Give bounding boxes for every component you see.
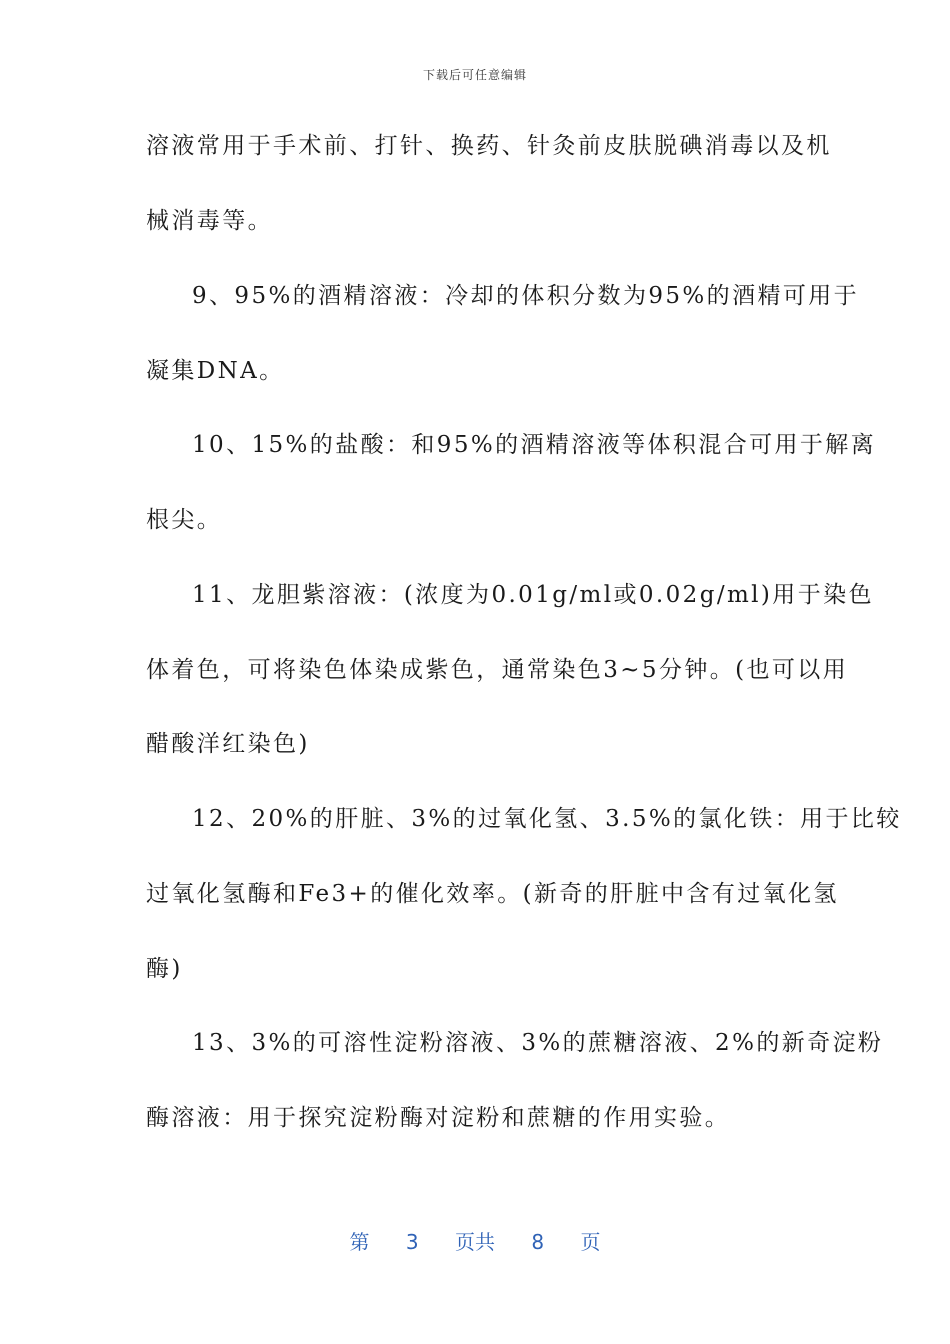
text-line: 11、龙胆紫溶液：(浓度为0.01g/ml或0.02g/ml)用于染色 [192,582,874,608]
text-line: 酶溶液：用于探究淀粉酶对淀粉和蔗糖的作用实验。 [146,1105,731,1131]
text-line: 体着色，可将染色体染成紫色，通常染色3~5分钟。(也可以用 [146,657,849,683]
text-line: 械消毒等。 [146,208,273,234]
page-number-footer [0,1226,950,1255]
text-line: 根尖。 [146,507,223,533]
footer-suffix: 页 [580,1230,601,1254]
text-line: 溶液常用于手术前、打针、换药、针灸前皮肤脱碘消毒以及机 [146,133,832,159]
text-line: 10、15%的盐酸：和95%的酒精溶液等体积混合可用于解离 [192,432,877,458]
text-line: 12、20%的肝脏、3%的过氧化氢、3.5%的氯化铁：用于比较 [192,806,902,832]
text-line: 13、3%的可溶性淀粉溶液、3%的蔗糖溶液、2%的新奇淀粉 [192,1030,884,1056]
total-page-count: 8 [531,1230,545,1254]
text-line: 过氧化氢酶和Fe3+的催化效率。(新奇的肝脏中含有过氧化氢 [146,881,839,907]
footer-prefix: 第 [349,1230,370,1254]
current-page-number: 3 [405,1230,419,1254]
text-line: 凝集DNA。 [146,358,285,384]
footer-middle: 页共 [455,1230,495,1254]
text-line: 醋酸洋红染色) [146,731,310,757]
text-line: 酶) [146,956,183,982]
page-header: 下载后可任意编辑 [422,68,527,82]
text-line: 9、95%的酒精溶液：冷却的体积分数为95%的酒精可用于 [192,283,860,309]
